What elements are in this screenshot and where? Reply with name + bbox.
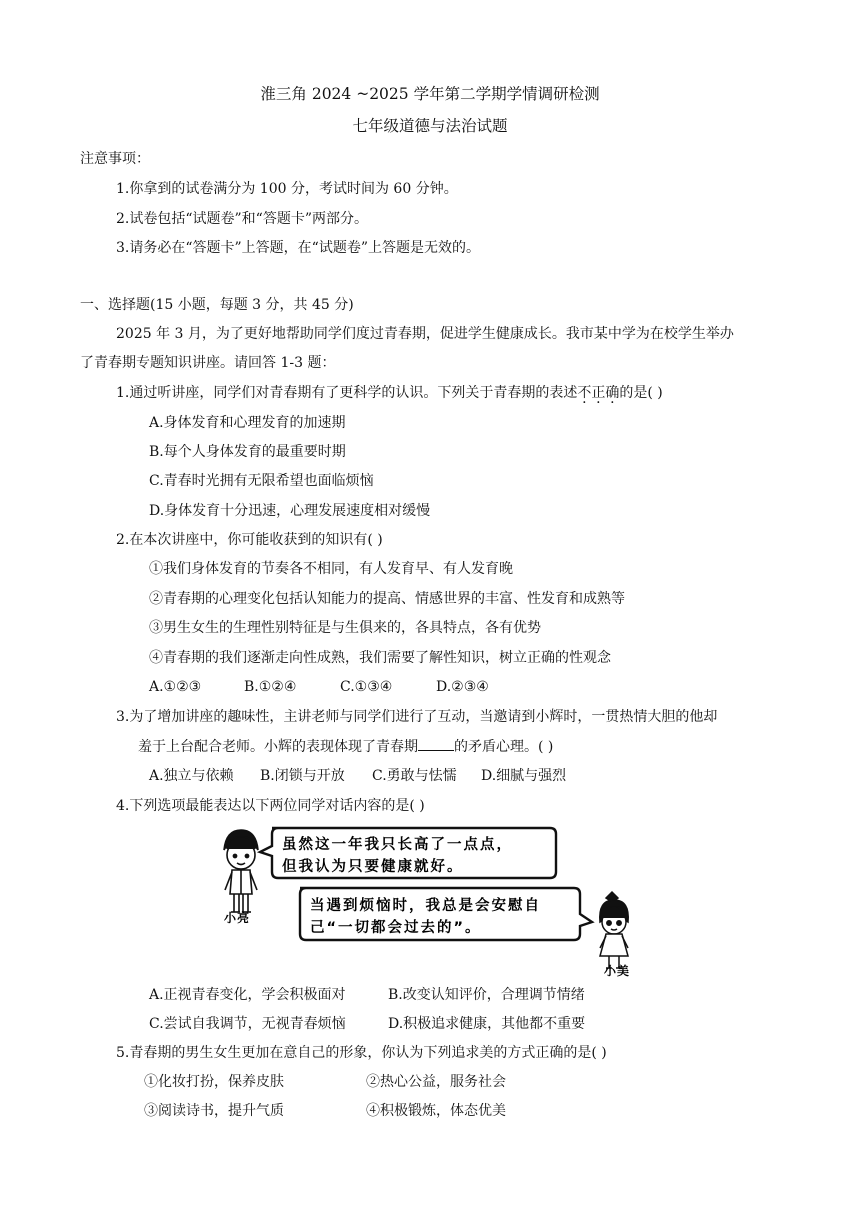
option-a: A.身体发育和心理发育的加速期 <box>149 415 346 431</box>
option-d: D.身体发育十分迅速，心理发展速度相对缓慢 <box>149 503 431 519</box>
girl-figure-icon <box>600 892 628 968</box>
question-stem-text: 1.通过听讲座，同学们对青春期有了更科学的认识。下列关于青春期的表述 <box>116 385 578 401</box>
exam-subtitle: 七年级道德与法治试题 <box>352 117 508 135</box>
option-b: B.改变认知评价，合理调节情绪 <box>388 987 585 1003</box>
notice-item: 2.试卷包括“试题卷”和“答题卡”两部分。 <box>116 211 368 227</box>
question-4-stem: 4.下列选项最能表达以下两位同学对话内容的是( ) <box>116 798 425 814</box>
statement: ④青春期的我们逐渐走向性成熟，我们需要了解性知识，树立正确的性观念 <box>149 650 611 666</box>
option-c: C.①③④ <box>340 679 393 695</box>
option-a: A.独立与依赖 <box>149 768 234 784</box>
question-3-stem-cont <box>138 737 553 757</box>
section-intro: 了青春期专题知识讲座。请回答 1-3 题： <box>80 355 336 371</box>
boy-bubble-text: 但我认为只要健康就好。 <box>282 859 464 875</box>
girl-name-label: 小美 <box>604 964 631 978</box>
option-b: B.每个人身体发育的最重要时期 <box>149 444 346 460</box>
section-heading: 一、选择题(15 小题，每题 3 分，共 45 分) <box>80 297 354 313</box>
option-c: C.勇敢与怯懦 <box>372 768 457 784</box>
section-intro: 2025 年 3 月，为了更好地帮助同学们度过青春期，促进学生健康成长。我市某中学为在校学生举办 <box>116 326 734 342</box>
statement: ④积极锻炼，体态优美 <box>366 1103 506 1119</box>
emphasis-char: 正 <box>591 385 606 401</box>
notice-heading: 注意事项： <box>80 151 150 167</box>
option-b: B.①②④ <box>244 679 297 695</box>
question-3-stem: 3.为了增加讲座的趣味性，主讲老师与同学们进行了互动，当邀请到小辉时，一贯热情大胆的他却 <box>116 709 718 725</box>
statement: ②热心公益，服务社会 <box>366 1074 506 1090</box>
option-c: C.尝试自我调节，无视青春烦恼 <box>149 1016 346 1032</box>
question-stem-text: 的矛盾心理。( ) <box>454 739 554 755</box>
statement: ③阅读诗书，提升气质 <box>144 1103 284 1119</box>
option-a: A.正视青春变化，学会积极面对 <box>149 987 346 1003</box>
question-stem-text: 的是( ) <box>619 385 663 401</box>
emphasis-char: 不 <box>577 385 592 401</box>
boy-figure-icon <box>224 830 258 912</box>
boy-name-label: 小亮 <box>224 911 251 925</box>
notice-item: 1.你拿到的试卷满分为 100 分，考试时间为 60 分钟。 <box>116 181 458 197</box>
option-b: B.闭锁与开放 <box>260 768 345 784</box>
option-a: A.①②③ <box>149 679 202 695</box>
notice-item: 3.请务必在“答题卡”上答题，在“试题卷”上答题是无效的。 <box>116 240 480 256</box>
question-1-stem <box>116 383 663 403</box>
statement: ①我们身体发育的节奏各不相同，有人发育早、有人发育晚 <box>149 561 513 577</box>
girl-bubble-text: 己“一切都会过去的”。 <box>310 920 482 936</box>
answer-blank <box>418 737 454 751</box>
question-5-stem: 5.青春期的男生女生更加在意自己的形象，你认为下列追求美的方式正确的是( ) <box>116 1045 607 1061</box>
statement: ②青春期的心理变化包括认知能力的提高、情感世界的丰富、性发育和成熟等 <box>149 591 625 607</box>
dialogue-cartoon <box>214 822 660 978</box>
option-c: C.青春时光拥有无限希望也面临烦恼 <box>149 473 374 489</box>
boy-bubble-text: 虽然这一年我只长高了一点点， <box>282 837 513 853</box>
exam-title: 淮三角 2024 ~2025 学年第二学期学情调研检测 <box>260 85 600 103</box>
question-2-stem: 2.在本次讲座中，你可能收获到的知识有( ) <box>116 532 383 548</box>
option-d: D.②③④ <box>436 679 489 695</box>
option-d: D.细腻与强烈 <box>481 768 567 784</box>
option-d: D.积极追求健康，其他都不重要 <box>388 1016 586 1032</box>
statement: ③男生女生的生理性别特征是与生俱来的，各具特点，各有优势 <box>149 620 541 636</box>
girl-bubble-text: 当遇到烦恼时，我总是会安慰自 <box>310 898 541 914</box>
emphasis-char: 确 <box>605 385 620 401</box>
question-stem-text: 羞于上台配合老师。小辉的表现体现了青春期 <box>138 739 418 755</box>
statement: ①化妆打扮，保养皮肤 <box>144 1074 284 1090</box>
